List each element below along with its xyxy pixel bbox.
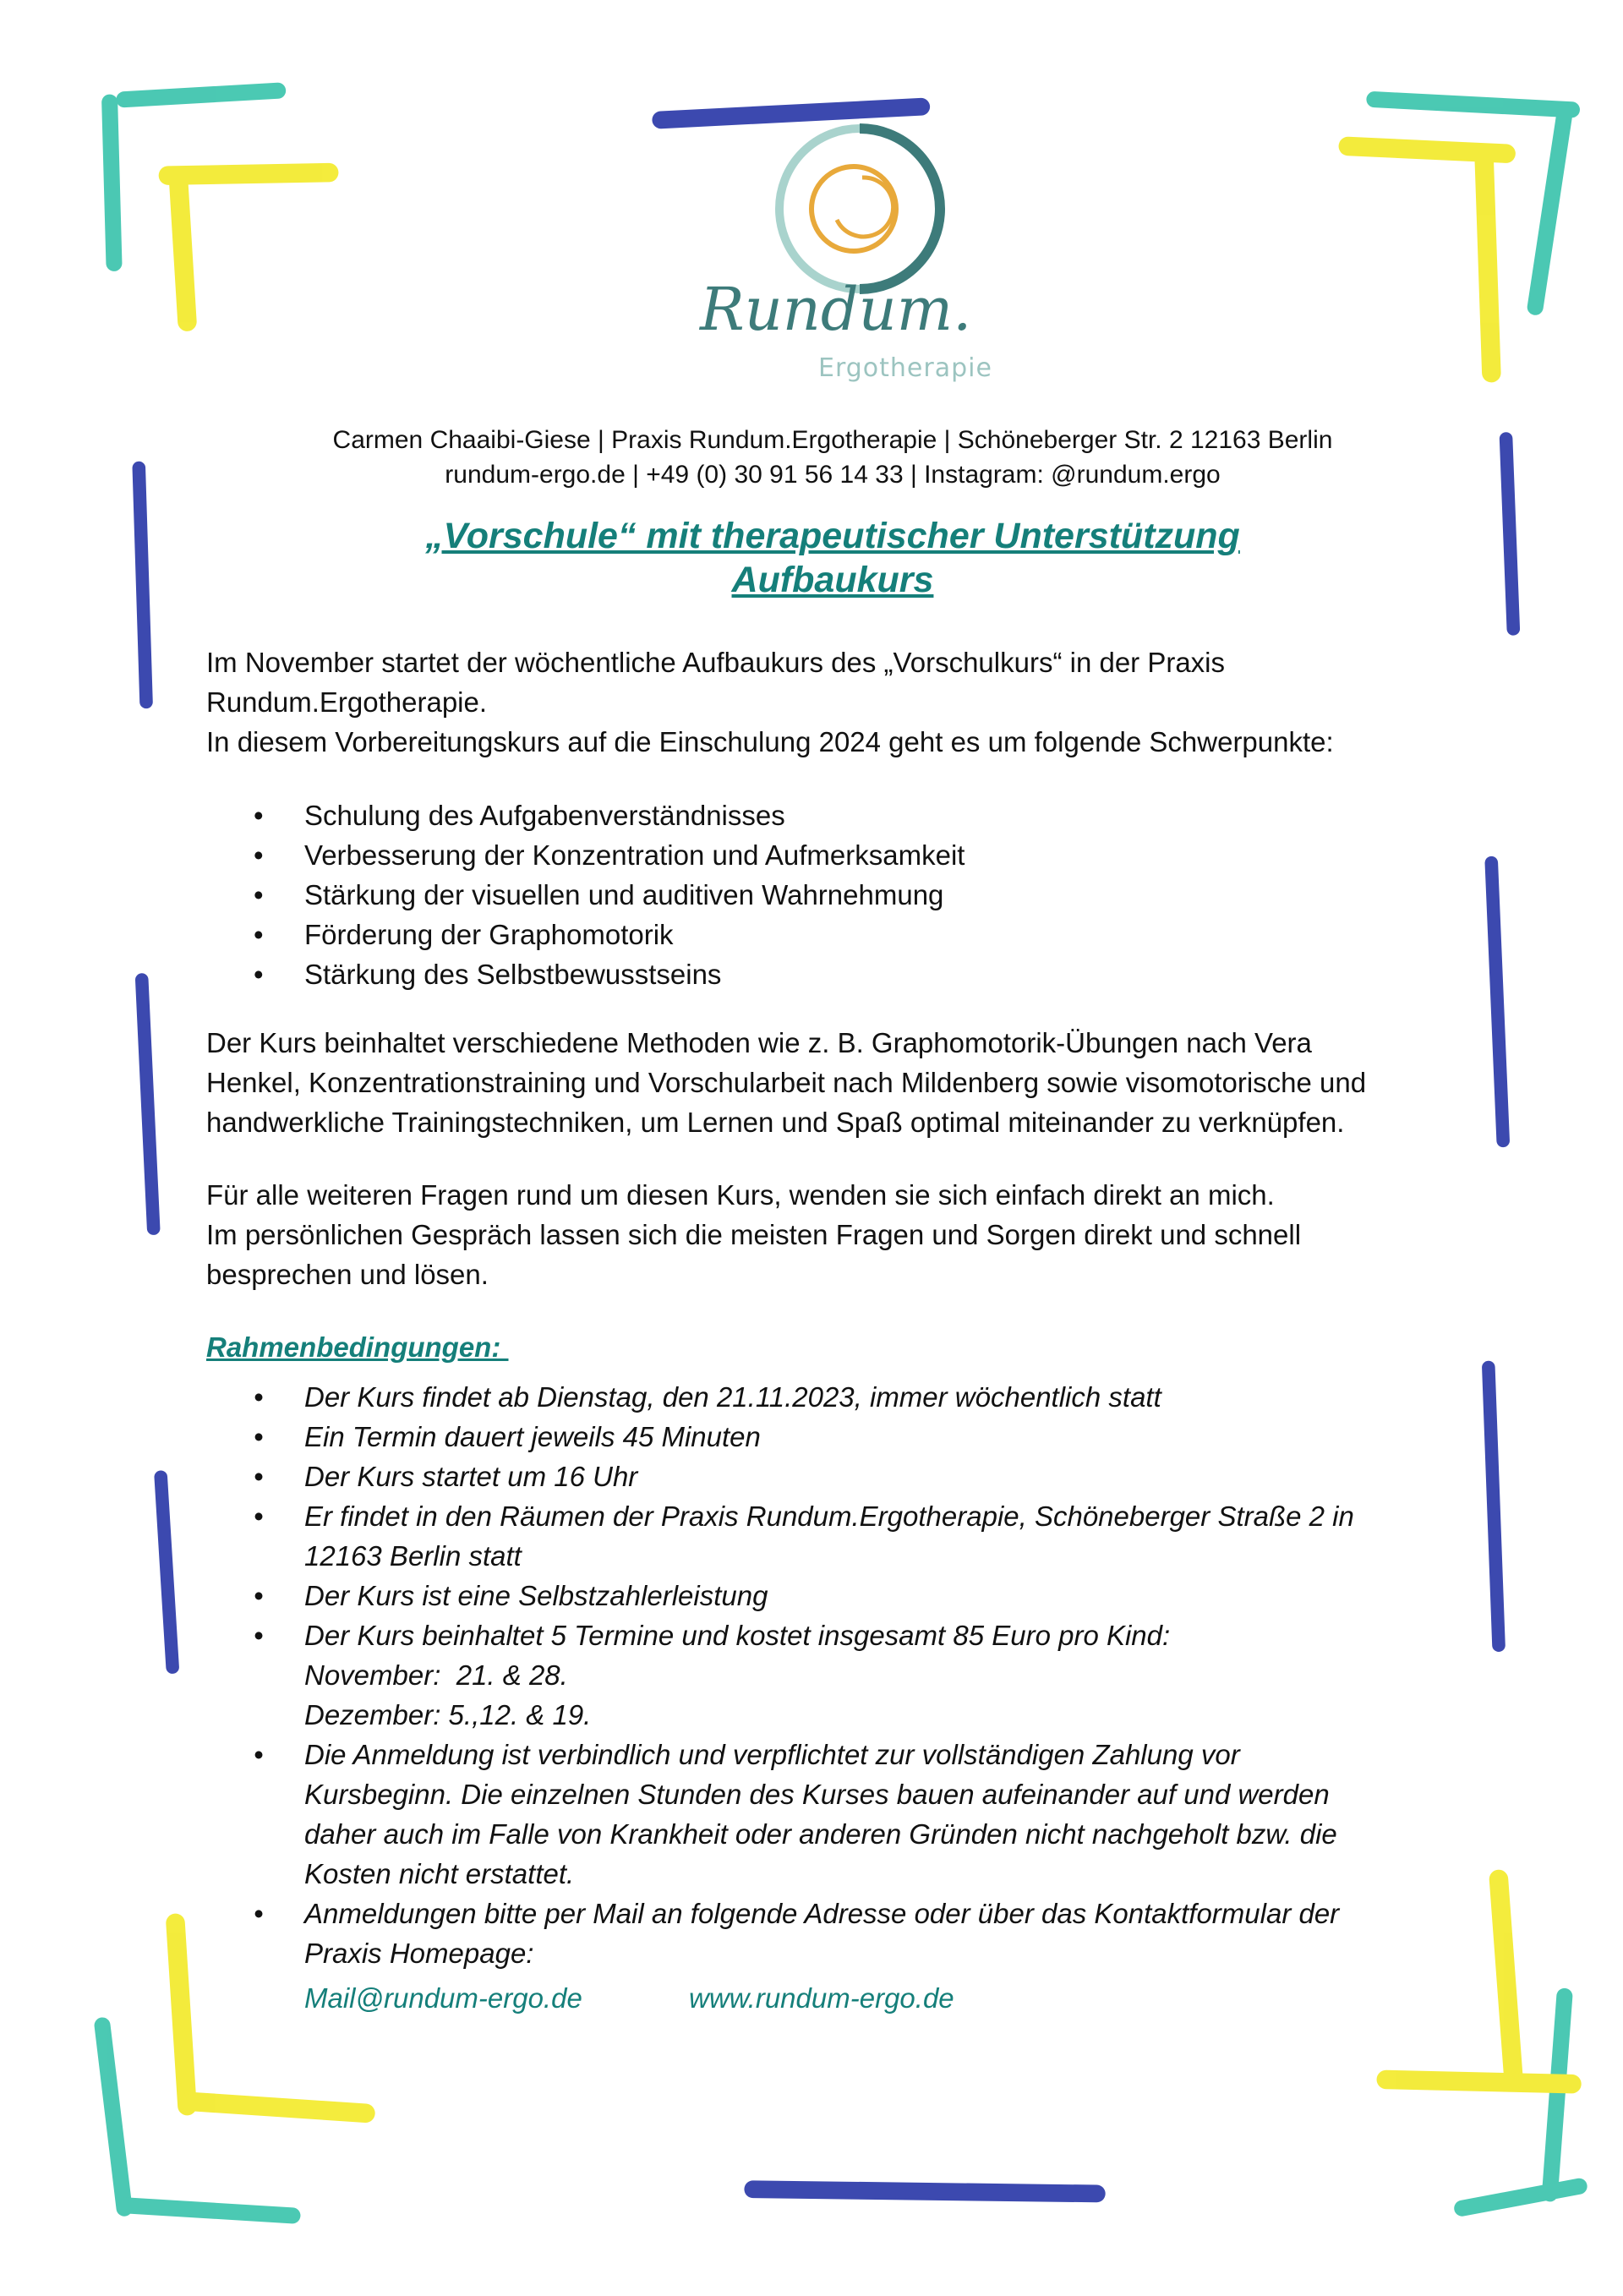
item-line: daher auch im Falle von Krankheit oder anderen Gründen nicht nachgeholt bzw. die	[304, 1818, 1337, 1850]
logo-subtitle: Ergotherapie	[818, 353, 992, 383]
intro-paragraph	[206, 642, 1474, 762]
item-line: • Der Kurs findet ab Dienstag, den 21.11.2023, immer wöchentlich statt	[304, 1381, 1161, 1413]
contact-line: Für alle weiteren Fragen rund um diesen Kurs, wenden sie sich einfach direkt an mich.	[206, 1179, 1275, 1211]
list-item: • Förderung der Graphomotorik	[206, 915, 1474, 954]
title-line-2: Aufbaukurs	[731, 560, 934, 600]
intro-line: Rundum.Ergotherapie.	[206, 686, 488, 718]
practice-header	[0, 423, 1623, 492]
methods-paragraph	[206, 1023, 1474, 1142]
item-line: • Ein Termin dauert jeweils 45 Minuten	[304, 1421, 761, 1452]
item-line: Kosten nicht erstattet.	[304, 1858, 575, 1889]
item-line: Praxis Homepage:	[304, 1938, 534, 1969]
title-line-1: „Vorschule“ mit therapeutischer Unterstützung	[425, 516, 1240, 556]
header-contact: rundum-ergo.de | +49 (0) 30 91 56 14 33 | Instagram: @rundum.ergo	[445, 461, 1221, 489]
logo	[693, 118, 1031, 397]
list-item: • Schulung des Aufgabenverständnisses	[206, 795, 1474, 835]
page-title	[0, 514, 1623, 602]
list-item	[206, 1894, 1525, 1973]
conditions-list	[206, 1377, 1525, 1973]
list-item: • Verbesserung der Konzentration und Aufmerksamkeit	[206, 835, 1474, 875]
list-item	[206, 1457, 1525, 1496]
intro-line: Im November startet der wöchentliche Aufbaukurs des „Vorschulkurs“ in der Praxis	[206, 647, 1226, 678]
contact-line: Im persönlichen Gespräch lassen sich die meisten Fragen und Sorgen direkt und schnell	[206, 1219, 1302, 1250]
intro-line: In diesem Vorbereitungskurs auf die Einschulung 2024 geht es um folgende Schwerpunkte:	[206, 726, 1334, 757]
item-line: 12163 Berlin statt	[304, 1540, 522, 1572]
header-address: Carmen Chaaibi-Giese | Praxis Rundum.Ergotherapie | Schöneberger Str. 2 12163 Berlin	[332, 426, 1333, 454]
mail-link[interactable]: Mail@rundum-ergo.de	[304, 1982, 582, 2014]
list-item	[206, 1417, 1525, 1457]
list-item	[206, 1576, 1525, 1615]
item-line: Dezember: 5.,12. & 19.	[304, 1699, 592, 1730]
conditions-heading: Rahmenbedingungen:	[206, 1331, 509, 1363]
item-line: November: 21. & 28.	[304, 1659, 568, 1691]
item-line: • Die Anmeldung ist verbindlich und verpflichtet zur vollständigen Zahlung vor	[304, 1739, 1240, 1770]
list-item: • Stärkung des Selbstbewusstseins	[206, 954, 1474, 994]
methods-line: Henkel, Konzentrationstraining und Vorschularbeit nach Mildenberg sowie visomotorische und	[206, 1067, 1367, 1098]
item-line: Kursbeginn. Die einzelnen Stunden des Kurses bauen aufeinander auf und werden	[304, 1779, 1330, 1810]
focus-list	[206, 795, 1474, 994]
item-line: • Der Kurs beinhaltet 5 Termine und kostet insgesamt 85 Euro pro Kind:	[304, 1620, 1171, 1651]
logo-brand: Rundum.	[700, 275, 972, 344]
list-item	[206, 1615, 1525, 1735]
website-link[interactable]: www.rundum-ergo.de	[689, 1982, 954, 2014]
item-line: • Der Kurs ist eine Selbstzahlerleistung	[304, 1580, 768, 1611]
list-item	[206, 1496, 1525, 1576]
item-line: • Anmeldungen bitte per Mail an folgende Adresse oder über das Kontaktformular der	[304, 1898, 1340, 1929]
contact-line: besprechen und lösen.	[206, 1259, 489, 1290]
methods-line: Der Kurs beinhaltet verschiedene Methoden wie z. B. Graphomotorik-Übungen nach Vera	[206, 1027, 1312, 1058]
item-line: • Er findet in den Räumen der Praxis Rundum.Ergotherapie, Schöneberger Straße 2 in	[304, 1501, 1354, 1532]
methods-line: handwerkliche Trainingstechniken, um Lernen und Spaß optimal miteinander zu verknüpfen.	[206, 1107, 1345, 1138]
list-item: • Stärkung der visuellen und auditiven Wahrnehmung	[206, 875, 1474, 915]
contact-paragraph	[206, 1175, 1474, 1294]
list-item	[206, 1735, 1525, 1894]
item-line: • Der Kurs startet um 16 Uhr	[304, 1461, 638, 1492]
list-item	[206, 1377, 1525, 1417]
